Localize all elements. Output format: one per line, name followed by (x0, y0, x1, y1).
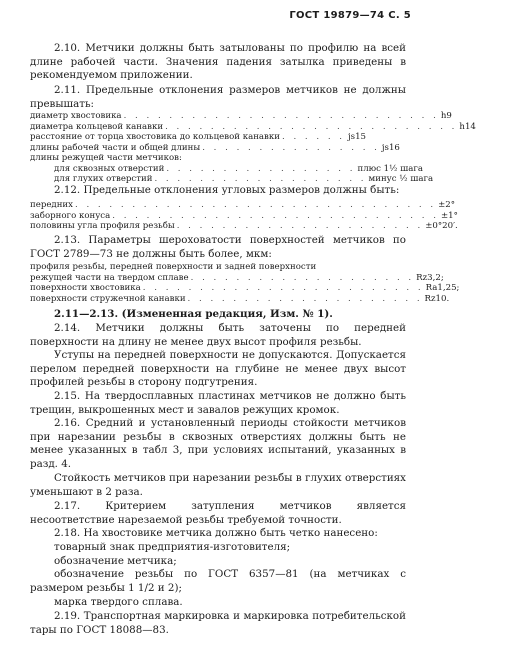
paragraph-2-18: 2.18. На хвостовике метчика должно быть четко нанесено: (54, 527, 378, 539)
paragraph-2-18-item: марка твердого сплава. (54, 596, 183, 608)
paragraph-2-18-item: товарный знак предприятия-изготовителя; (54, 541, 291, 553)
paragraph-2-11: 2.11. Предельные отклонения размеров метчиков не должны превышать: (30, 84, 406, 110)
paragraph-2-18-item: обозначение метчика; (54, 555, 177, 567)
paragraph-2-15: 2.15. На твердосплавных пластинах метчиков не должно быть трещин, выкрошенных мест и завалов режущих кромок. (30, 390, 406, 416)
paragraph-2-18-item: обозначение резьбы по ГОСТ 6357—81 (на метчиках с размером резьбы 1 1/2 и 2); (30, 568, 406, 594)
paragraph-2-13: 2.13. Параметры шероховатости поверхностей метчиков по ГОСТ 2789—73 не должны быть более, мкм: (30, 234, 406, 260)
table-row: для сквозных отверстий . . . . . . . . . . . . . . . . . плюс 1½ шага (54, 163, 423, 174)
paragraph-2-16: 2.16. Средний и установленный периоды стойкости метчиков при нарезании резьбы в сквозных отверстиях должны быть не менее указанных в табл 3, при условиях испытаний, указанных в разд. 4. (30, 417, 406, 470)
table-row: диаметр хвостовика . . . . . . . . . . . . . . . . . . . . . . . . . . . . h9 (30, 111, 452, 121)
table-row: профиля резьбы, передней поверхности и задней поверхности (30, 262, 317, 272)
tolerance-table (30, 111, 476, 185)
table-row: длины рабочей части и общей длины . . . . . . . . . . . . . . . . js16 (30, 142, 400, 153)
table-row: поверхности стружечной канавки . . . . . . . . . . . . . . . . . . . . . Rz10. (30, 293, 450, 304)
table-row: режущей части на твердом сплаве . . . . . . . . . . . . . . . . . . . . Rz3,2; (30, 272, 444, 283)
paragraph-2-14-cont: Уступы на передней поверхности не допускаются. Допускается перелом передней поверхности на глубине не менее двух высот профилей резьбы в сторону подгутрения. (30, 349, 406, 389)
paragraph-2-19: 2.19. Транспортная маркировка и маркировка потребительской тары по ГОСТ 18088—83. (30, 610, 406, 636)
paragraph-2-14: 2.14. Метчики должны быть заточены по передней поверхности на длину не менее двух высот профиля резьбы. (30, 322, 406, 348)
roughness-table (30, 262, 460, 304)
table-row: для глухих отверстий . . . . . . . . . . . . . . . . . . . минус ½ шага (54, 174, 434, 184)
paragraph-2-17: 2.17. Критерием затупления метчиков является несоответствие нарезаемой резьбы требуемой точности. (30, 500, 406, 526)
angle-table (30, 200, 458, 232)
table-row: половины угла профиля резьбы . . . . . . . . . . . . . . . . . . . . . . ±0°20′. (30, 221, 458, 231)
edit-note: 2.11—2.13. (Измененная редакция, Изм. № 1). (54, 308, 333, 320)
paragraph-2-12: 2.12. Предельные отклонения угловых размеров должны быть: (54, 184, 400, 196)
table-row: расстояние от торца хвостовика до кольцевой канавки . . . . . . js15 (30, 132, 367, 142)
table-row: заборного конуса . . . . . . . . . . . . . . . . . . . . . . . . . . . . . ±1° (30, 210, 458, 221)
page-header: ГОСТ 19879—74 С. 5 (289, 10, 411, 21)
paragraph-2-10: 2.10. Метчики должны быть затылованы по профилю на всей длине рабочей части. Значения падения затылка приведены в рекомендуемом приложении. (30, 42, 406, 82)
table-row: диаметра кольцевой канавки . . . . . . . . . . . . . . . . . . . . . . . . . . h14 (30, 121, 476, 132)
table-row: поверхности хвостовика . . . . . . . . . . . . . . . . . . . . . . . . . Ra1,25; (30, 283, 460, 293)
paragraph-2-16-cont: Стойкость метчиков при нарезании резьбы в глухих отверстиях уменьшают в 2 раза. (30, 472, 406, 498)
table-row: передних . . . . . . . . . . . . . . . . . . . . . . . . . . . . . . . . ±2° (30, 200, 456, 210)
table-row: длины режущей части метчиков: (30, 153, 182, 163)
